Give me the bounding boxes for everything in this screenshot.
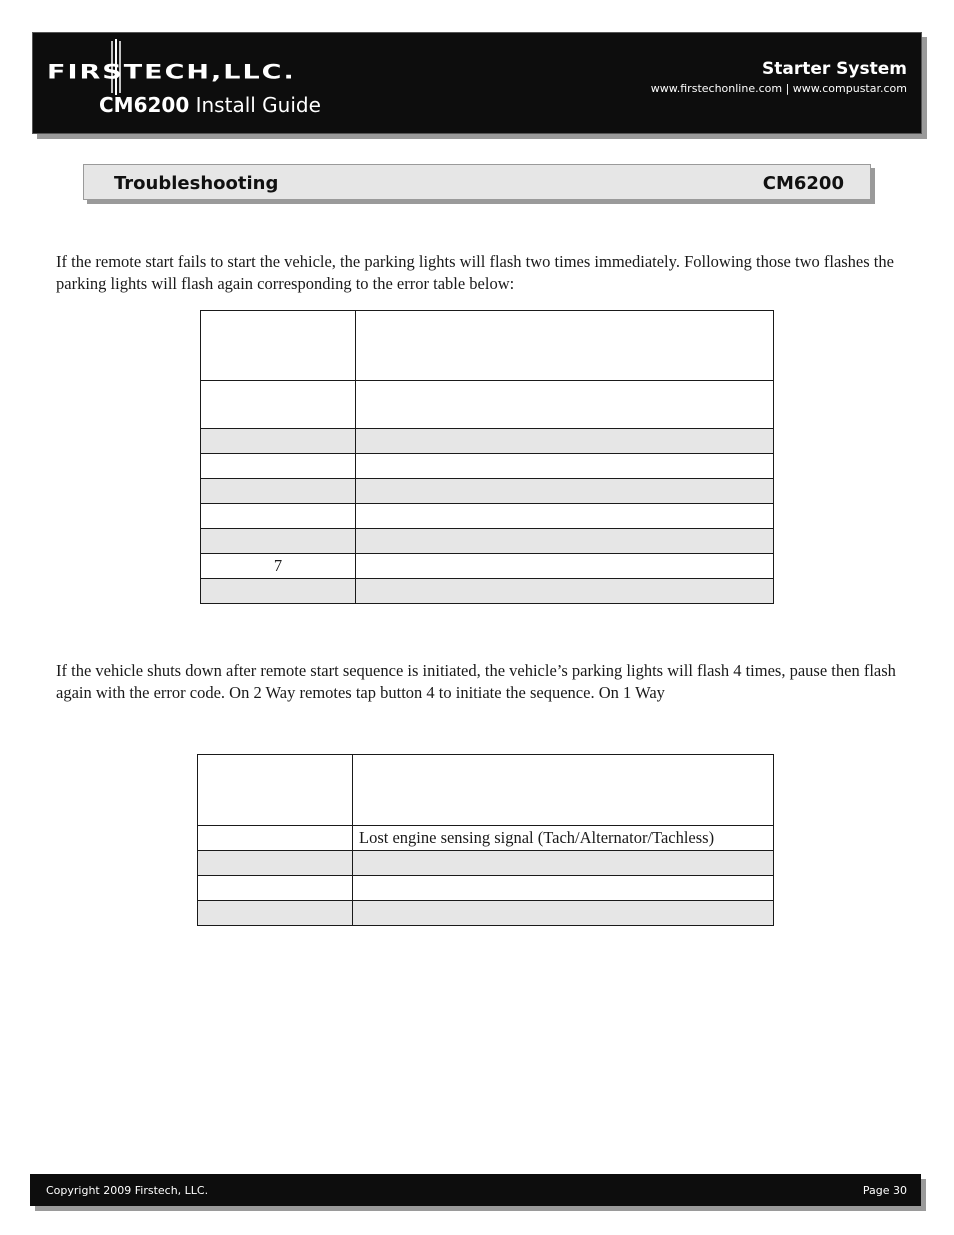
table-cell <box>201 311 356 381</box>
table-cell <box>353 755 774 826</box>
table-cell <box>353 876 774 901</box>
section-model: CM6200 <box>762 173 844 194</box>
table-cell <box>356 554 774 579</box>
guide-title <box>99 93 321 117</box>
table-row <box>198 826 774 851</box>
table-cell <box>198 755 353 826</box>
table-cell <box>356 429 774 454</box>
table-cell <box>356 479 774 504</box>
guide-model: CM6200 <box>99 93 190 117</box>
shutdown-paragraph: If the vehicle shuts down after remote start sequence is initiated, the vehicle’s parking lights will flash 4 times, pause then flash again with the error code. On 2 Way remotes tap button 4 to initiate the sequence. On 1 Way <box>56 661 896 702</box>
table-row <box>201 479 774 504</box>
firstech-logo-text: FIRSTECH,LLC. <box>47 61 296 84</box>
table-row <box>198 901 774 926</box>
table-cell <box>356 529 774 554</box>
table-row <box>198 876 774 901</box>
table-cell <box>201 504 356 529</box>
table-cell <box>356 454 774 479</box>
error-table-2 <box>197 754 774 926</box>
table-row <box>201 381 774 429</box>
table-cell <box>356 311 774 381</box>
table-row <box>201 429 774 454</box>
table-row <box>201 579 774 604</box>
table-cell <box>201 579 356 604</box>
table-cell <box>198 851 353 876</box>
table-cell <box>201 529 356 554</box>
table-cell: Lost engine sensing signal (Tach/Alternator/Tachless) <box>353 826 774 851</box>
footer-copyright: Copyright 2009 Firstech, LLC. <box>46 1184 209 1197</box>
footer-bar <box>30 1174 921 1206</box>
table-cell <box>353 851 774 876</box>
table-row <box>198 851 774 876</box>
table-cell <box>201 429 356 454</box>
table-row <box>198 755 774 826</box>
table-cell <box>201 381 356 429</box>
table-cell <box>356 579 774 604</box>
table-cell <box>201 454 356 479</box>
table-cell <box>201 479 356 504</box>
table-cell <box>198 826 353 851</box>
section-title: Troubleshooting <box>114 173 279 194</box>
table-cell <box>353 901 774 926</box>
header-title: Starter System <box>762 59 907 79</box>
table-row <box>201 454 774 479</box>
table-cell <box>356 381 774 429</box>
error-table-1 <box>200 310 774 604</box>
footer-page-number: Page 30 <box>862 1184 907 1197</box>
table-row <box>201 311 774 381</box>
section-bar <box>83 164 871 200</box>
table-row <box>201 529 774 554</box>
header-banner <box>32 32 922 134</box>
table-cell: 7 <box>201 554 356 579</box>
intro-paragraph: If the remote start fails to start the vehicle, the parking lights will flash two times immediately. Following those two flashes the parking lights will flash again corresponding to the error table below: <box>56 252 894 293</box>
table-row <box>201 554 774 579</box>
table-cell <box>198 901 353 926</box>
table-cell <box>198 876 353 901</box>
header-urls: www.firstechonline.com | www.compustar.com <box>650 82 907 95</box>
table-cell <box>356 504 774 529</box>
guide-title-rest: Install Guide <box>195 93 321 117</box>
table-row <box>201 504 774 529</box>
